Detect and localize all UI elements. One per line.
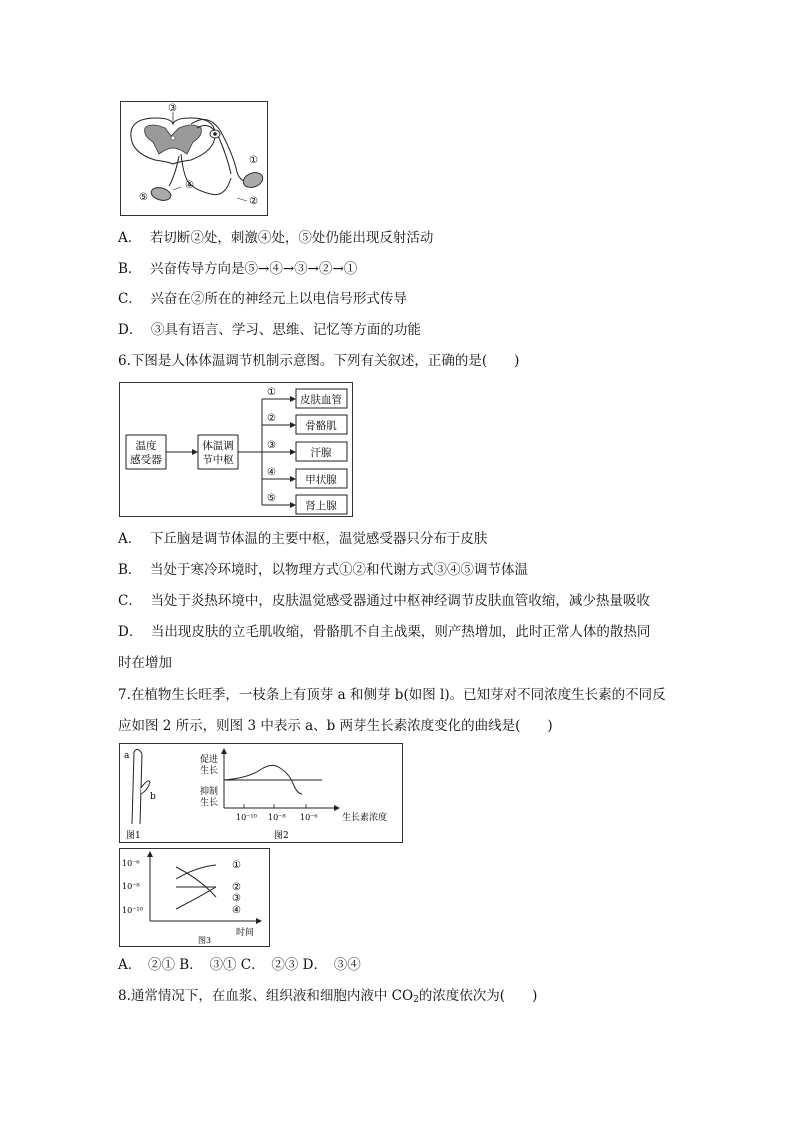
q5-option-a: A． 若切断②处，刺激④处，⑤处仍能出现反射活动: [118, 230, 434, 246]
svg-text:②: ②: [267, 413, 276, 424]
svg-text:①: ①: [267, 387, 276, 398]
fig2-xtick-1: 10⁻¹⁰: [236, 813, 257, 822]
q6-stem: 6.下图是人体体温调节机制示意图。下列有关叙述，正确的是( ): [118, 353, 520, 369]
q5-option-c: C． 兴奋在②所在的神经元上以电信号形式传导: [118, 291, 407, 307]
fig2-xlabel: 生长素浓度: [342, 813, 388, 823]
label-1: ①: [249, 155, 258, 166]
branch-4: [262, 467, 347, 488]
branch-5: [262, 493, 347, 514]
fig3-xlabel: 时间: [236, 928, 255, 938]
fig3-caption: 图3: [198, 936, 212, 945]
fig2-chart: [200, 748, 387, 841]
q6-option-d: D． 当出现皮肤的立毛肌收缩，骨骼肌不自主战栗，则产热增加，此时正常人体的散热同: [118, 624, 651, 640]
label-4: ④: [185, 180, 194, 191]
fig1-fig2-drawing: [120, 744, 402, 842]
fig3-label-3: ③: [232, 893, 241, 904]
fig2-caption: 图2: [274, 831, 289, 841]
fig3-chart: [120, 849, 269, 946]
q7-stem-line2: 应如图 2 所示，则图 3 中表示 a、b 两芽生长素浓度变化的曲线是( ): [118, 718, 553, 734]
q5-option-b: B． 兴奋传导方向是⑤→④→③→②→①: [118, 261, 358, 277]
fig1-caption: 图1: [126, 831, 141, 841]
fig1-shoot: [124, 749, 156, 841]
figure-3: [119, 848, 270, 947]
svg-text:体温调: 体温调: [202, 440, 234, 452]
fig3-ytick-3: 10⁻¹⁰: [122, 906, 143, 915]
q6-option-b: B． 当处于寒冷环境时，以物理方式①②和代谢方式③④⑤调节体温: [118, 562, 529, 578]
q5-option-d: D． ③具有语言、学习、思维、记忆等方面的功能: [118, 322, 421, 338]
branch-1: [262, 387, 347, 408]
fig2-xtick-2: 10⁻⁸: [268, 813, 286, 822]
svg-text:感受器: 感受器: [130, 454, 162, 466]
branch-2: [262, 413, 347, 434]
thermoregulation-figure: [119, 382, 353, 517]
label-2: ②: [249, 196, 258, 207]
fig3-label-2: ②: [232, 882, 241, 893]
svg-text:④: ④: [267, 467, 276, 478]
q6-option-d-cont: 时在增加: [118, 655, 172, 671]
fig3-curve-3: [176, 867, 216, 897]
q8-stem: 8.通常情况下，在血浆、组织液和细胞内液中 $CO_2$的浓度依次为( ): [118, 988, 538, 1005]
svg-text:节中枢: 节中枢: [202, 454, 234, 466]
label-3: ③: [168, 103, 177, 114]
fig3-label-4: ④: [232, 905, 241, 916]
svg-text:生长: 生长: [200, 798, 219, 808]
svg-text:促进: 促进: [200, 755, 219, 765]
svg-text:抑制: 抑制: [200, 787, 219, 797]
svg-text:甲状腺: 甲状腺: [305, 474, 337, 486]
reflex-arc-figure: [120, 101, 268, 216]
q6-option-c: C． 当处于炎热环境中，皮肤温觉感受器通过中枢神经调节皮肤血管收缩，减少热量吸收: [118, 593, 650, 609]
bud-b-label: b: [150, 792, 156, 802]
svg-text:皮肤血管: 皮肤血管: [300, 394, 342, 406]
thermoregulation-diagram: [120, 383, 352, 516]
svg-text:汗腺: 汗腺: [310, 447, 332, 459]
bud-a-label: a: [124, 751, 130, 761]
fig3-label-1: ①: [232, 860, 241, 871]
svg-text:③: ③: [267, 440, 276, 451]
fig2-xtick-3: 10⁻⁶: [300, 813, 318, 822]
branch-3: [262, 440, 347, 461]
fig3-curve-1: [176, 865, 216, 879]
fig3-ytick-2: 10⁻⁸: [122, 882, 140, 891]
svg-text:骨骼肌: 骨骼肌: [305, 420, 337, 432]
svg-text:温度: 温度: [135, 440, 157, 452]
svg-text:肾上腺: 肾上腺: [305, 500, 337, 512]
reflex-arc-diagram: [121, 102, 267, 215]
fig3-curve-4: [176, 887, 216, 909]
fig3-ytick-1: 10⁻⁶: [122, 859, 140, 868]
figure-1-2: [119, 743, 403, 843]
label-5: ⑤: [139, 192, 148, 203]
q7-options: A． ②① B． ③① C． ②③ D． ③④: [118, 957, 361, 973]
q7-stem-line1: 7.在植物生长旺季，一枝条上有顶芽 a 和侧芽 b(如图 l)。已知芽对不同浓度生长素的不同反: [118, 687, 666, 703]
svg-text:⑤: ⑤: [267, 493, 276, 504]
q6-option-a: A． 下丘脑是调节体温的主要中枢，温觉感受器只分布于皮肤: [118, 531, 488, 547]
svg-text:生长: 生长: [200, 766, 219, 776]
